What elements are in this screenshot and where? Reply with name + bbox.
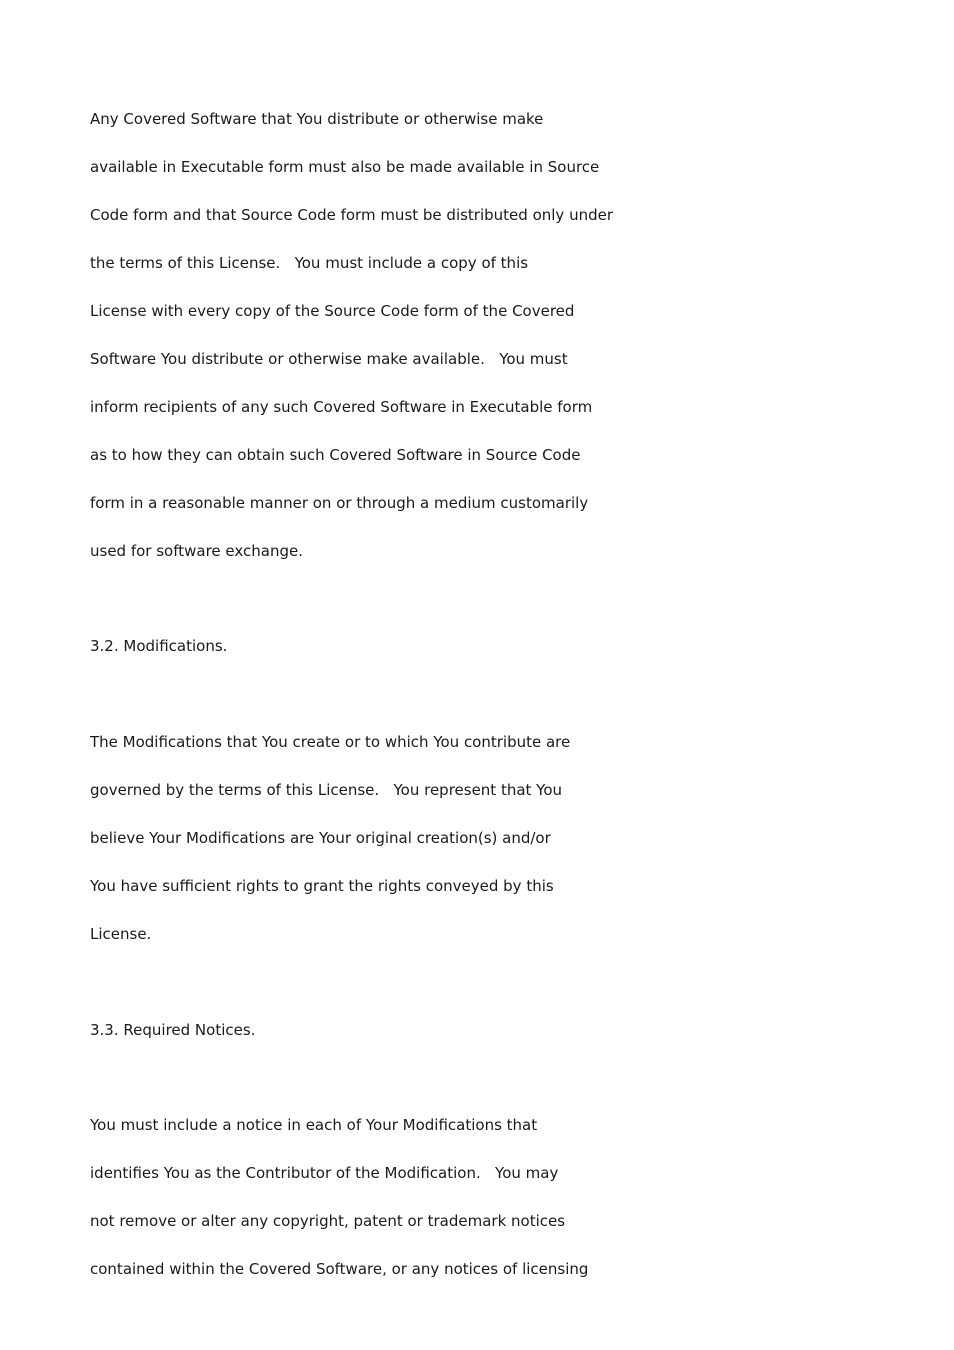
section-heading-modifications: 3.2. Modifications. (90, 637, 228, 655)
text-line: as to how they can obtain such Covered Software in Source Code (90, 446, 581, 464)
text-line: Code form and that Source Code form must be distributed only under (90, 206, 614, 224)
text-line: You must include a notice in each of Your Modifications that (90, 1116, 538, 1134)
text-line: not remove or alter any copyright, patent or trademark notices (90, 1212, 566, 1230)
text-line: available in Executable form must also be made available in Source (90, 158, 600, 176)
text-line: contained within the Covered Software, or any notices of licensing (90, 1260, 589, 1278)
text-line: the terms of this License. You must include a copy of this (90, 254, 529, 272)
text-line: identifies You as the Contributor of the Modification. You may (90, 1164, 559, 1182)
text-line: governed by the terms of this License. You represent that You (90, 781, 563, 799)
section-heading-required-notices: 3.3. Required Notices. (90, 1021, 256, 1039)
text-line: inform recipients of any such Covered Software in Executable form (90, 398, 593, 416)
text-line: form in a reasonable manner on or through a medium customarily (90, 494, 589, 512)
text-line: You have sufficient rights to grant the rights conveyed by this (90, 877, 554, 895)
text-line: License. (90, 925, 152, 943)
text-line: believe Your Modifications are Your original creation(s) and/or (90, 829, 551, 847)
text-line: used for software exchange. (90, 542, 303, 560)
text-line: License with every copy of the Source Code form of the Covered (90, 302, 575, 320)
text-line: Any Covered Software that You distribute or otherwise make (90, 110, 544, 128)
text-line: The Modifications that You create or to which You contribute are (90, 733, 571, 751)
text-line: Software You distribute or otherwise make available. You must (90, 350, 568, 368)
